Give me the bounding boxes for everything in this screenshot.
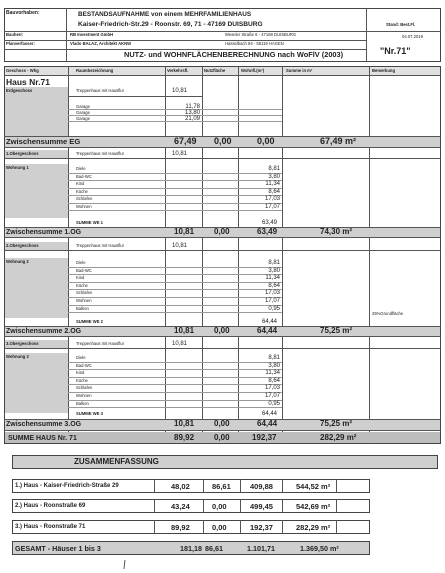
room-value: 13,80 xyxy=(184,110,200,116)
room-name: Kind xyxy=(76,181,85,186)
room-name: Bad-WC xyxy=(76,267,92,273)
table-box xyxy=(4,66,441,444)
haus-summe-label: SUMME HAUS Nr. 71 xyxy=(8,435,77,442)
og2-sum-wohn: 64,44 xyxy=(257,326,278,335)
total-v1: 181,18 xyxy=(180,544,202,553)
room-name: Wohnen xyxy=(76,203,92,209)
eg-treppe-val: 10,81 xyxy=(172,88,188,94)
summary-v3: 192,37 xyxy=(250,523,273,532)
room-name: Kind xyxy=(76,275,85,281)
room-name: Schlafen xyxy=(76,385,93,391)
room-value: 17,07 xyxy=(264,298,280,304)
summary-label: 1.) Haus - Kaiser-Friedrich-Straße 29 xyxy=(15,483,119,489)
col-bemerkung: Bemerkung xyxy=(372,68,396,73)
og2-sum-nutz: 0,00 xyxy=(214,326,230,335)
eg-label: Erdgeschoss xyxy=(6,88,33,93)
og2-treppe: Treppenhaus mit Hausflur xyxy=(76,243,125,248)
og1-summe-we-val: 63,49 xyxy=(262,220,278,226)
room-name: Diele xyxy=(76,355,86,360)
room-name: Garage xyxy=(76,110,90,115)
haus-summe-verkehr: 89,92 xyxy=(174,433,195,442)
room-value: 8,64 xyxy=(268,282,280,289)
room-value: 8,81 xyxy=(268,166,280,172)
bauherr-address: Weseler Straße 6 - 47169 DUISBURG xyxy=(225,32,297,37)
house-tag: "Nr.71" xyxy=(380,46,411,56)
room-name: Schlafen xyxy=(76,290,93,296)
summary-v2: 86,61 xyxy=(212,482,231,491)
summary-v1: 89,92 xyxy=(171,523,190,532)
og2-treppe-val: 10,81 xyxy=(172,243,188,249)
room-name: Diele xyxy=(76,166,86,171)
stand-label: Stand: Best.Fl. xyxy=(386,22,416,27)
summary-v2: 0,00 xyxy=(212,523,227,532)
room-value: 3,80 xyxy=(268,173,280,180)
room-name: Wohnen xyxy=(76,298,92,303)
room-name: Wohnen xyxy=(76,393,92,398)
col-nutz: Nutzfläche xyxy=(204,68,226,73)
eg-sum-verkehr: 67,49 xyxy=(174,136,197,146)
og1-treppe: Treppenhaus mit Hausflur xyxy=(76,151,125,156)
og3-treppe-val: 10,81 xyxy=(172,341,188,347)
summary-label: 2.) Haus - Roonstraße 69 xyxy=(15,503,86,509)
summary-v2: 0,00 xyxy=(212,502,227,511)
planverfasser-address: Hasselbach 94 - 58119 HAGEN xyxy=(225,41,284,46)
col-verkehr: Verkehrsfl. xyxy=(167,68,189,73)
og3-whg: Wohnung 3 xyxy=(6,354,29,359)
room-name: Bad-WC xyxy=(76,173,92,179)
og3-sum-nutz: 0,00 xyxy=(214,419,230,428)
planverfasser-name: Vlado BALAZ, Architekt AKNW xyxy=(70,41,132,46)
og2-whg: Wohnung 2 xyxy=(6,259,29,264)
room-name: Schlafen xyxy=(76,196,93,201)
room-value: 17,07 xyxy=(264,203,280,210)
room-name: Bad-WC xyxy=(76,362,92,368)
room-name: Küche xyxy=(76,377,88,383)
room-value: 17,03 xyxy=(264,196,280,202)
og1-sum-wohn: 63,49 xyxy=(257,227,278,236)
room-value: 8,81 xyxy=(268,260,280,266)
col-geschoss: Geschoss - Whg xyxy=(6,68,39,73)
room-name: Balkon xyxy=(76,400,89,406)
document-title: NUTZ- und WOHNFLÄCHENBERECHNUNG nach WoFlV (2003) xyxy=(124,50,344,59)
total-sum: 1.369,50 m² xyxy=(300,544,339,553)
total-v2: 86,61 xyxy=(205,544,223,553)
summary-sum: 544,52 m² xyxy=(296,482,331,491)
bauvorhaben-label: Bauvorhaben: xyxy=(6,10,40,16)
col-wohn: Wohnfl.(m²) xyxy=(241,68,265,73)
col-raum: Raumbezeichnung xyxy=(76,68,114,73)
bauherr-label: Bauherr: xyxy=(6,32,24,37)
og3-sum-total: 75,25 m² xyxy=(320,419,353,428)
col-summe: Summe in m² xyxy=(286,68,313,73)
haus-summe-wohn: 192,37 xyxy=(252,433,277,442)
summary-title: ZUSAMMENFASSUNG xyxy=(74,457,159,466)
og1-sum-total: 74,30 m² xyxy=(320,227,353,236)
haus-summe-nutz: 0,00 xyxy=(214,433,230,442)
og1-summe-we: SUMME WE 1 xyxy=(76,220,103,225)
summary-v3: 499,45 xyxy=(250,502,273,511)
room-value: 17,03 xyxy=(264,290,280,297)
room-value: 11,34 xyxy=(265,370,280,377)
room-name: Kind xyxy=(76,370,85,376)
haus-title: Haus Nr.71 xyxy=(6,77,50,87)
room-value: 3,80 xyxy=(268,362,280,369)
room-value: 17,03 xyxy=(264,385,280,392)
og2-summe-we: SUMME WE 2 xyxy=(76,319,103,324)
room-value: 11,34 xyxy=(265,275,280,282)
planverfasser-label: Planverfasser: xyxy=(6,41,35,46)
room-name: Garage xyxy=(76,116,90,121)
summary-sum: 282,29 m² xyxy=(296,523,331,532)
summary-label: 3.) Haus - Roonstraße 71 xyxy=(15,524,86,530)
room-value: 11,78 xyxy=(185,104,200,110)
og1-treppe-val: 10,81 xyxy=(172,151,188,157)
room-name: Garage xyxy=(76,104,90,109)
pen-mark xyxy=(120,560,130,570)
og2-summe-we-val: 64,44 xyxy=(262,319,278,325)
og2-sum-total: 75,25 m² xyxy=(320,326,353,335)
summary-v1: 48,02 xyxy=(171,482,190,491)
room-value: 21,09 xyxy=(184,116,200,122)
og3-summe-we-val: 64,44 xyxy=(262,411,278,417)
og3-summe-we: SUMME WE 3 xyxy=(76,411,103,416)
og1-label: 1.Obergeschoss xyxy=(6,151,39,156)
og1-whg: Wohnung 1 xyxy=(6,165,29,170)
og3-sum-verkehr: 10,81 xyxy=(174,419,195,428)
stand-date: 04.07.2019 xyxy=(402,34,423,39)
room-value: 0,95 xyxy=(268,400,280,407)
og3-sum-wohn: 64,44 xyxy=(257,419,278,428)
room-name: Küche xyxy=(76,282,88,288)
bauherr-name: RB Investment GmbH xyxy=(70,32,114,37)
eg-treppe: Treppenhaus mit Hausflur xyxy=(76,88,125,93)
room-value: 0,95 xyxy=(268,305,280,312)
og2-bemerkung: 25%Grundfläche xyxy=(372,311,404,316)
og1-sum-verkehr: 10,81 xyxy=(174,227,195,236)
og2-sum-label: Zwischensumme 2.OG xyxy=(6,328,82,335)
og1-sum-nutz: 0,00 xyxy=(214,227,230,236)
eg-sum-nutz: 0,00 xyxy=(214,136,232,146)
room-name: Diele xyxy=(76,260,86,265)
og3-label: 3.Obergeschoss xyxy=(6,341,39,346)
room-value: 11,34 xyxy=(265,181,280,187)
eg-sum-wohn: 0,00 xyxy=(257,136,275,146)
summary-v1: 43,24 xyxy=(171,502,190,511)
eg-sum-label: Zwischensumme EG xyxy=(6,137,81,146)
room-name: Küche xyxy=(76,188,88,194)
haus-summe-total: 282,29 m² xyxy=(320,433,357,442)
project-line2: Kaiser-Friedrich-Str.29 - Roonstr. 69, 71 - 47169 DUISBURG xyxy=(78,21,263,28)
room-value: 3,80 xyxy=(268,267,280,274)
summary-sum: 542,69 m² xyxy=(296,502,331,511)
og1-sum-label: Zwischensumme 1.OG xyxy=(6,229,82,236)
project-line1: BESTANDSAUFNAHME von einem MEHRFAMILIENHAUS xyxy=(78,11,252,18)
total-v3: 1.101,71 xyxy=(247,544,275,553)
room-name: Balkon xyxy=(76,305,89,311)
summary-v3: 409,88 xyxy=(250,482,273,491)
room-value: 8,64 xyxy=(268,377,280,384)
room-value: 8,81 xyxy=(268,355,280,361)
og3-sum-label: Zwischensumme 3.OG xyxy=(6,421,82,428)
room-value: 8,64 xyxy=(268,188,280,195)
total-label: GESAMT - Häuser 1 bis 3 xyxy=(15,544,101,553)
og2-sum-verkehr: 10,81 xyxy=(174,326,195,335)
og2-label: 2.Obergeschoss xyxy=(6,243,39,248)
og3-treppe: Treppenhaus mit Hausflur xyxy=(76,341,125,346)
room-value: 17,07 xyxy=(264,393,280,399)
eg-sum-total: 67,49 m² xyxy=(320,136,357,146)
